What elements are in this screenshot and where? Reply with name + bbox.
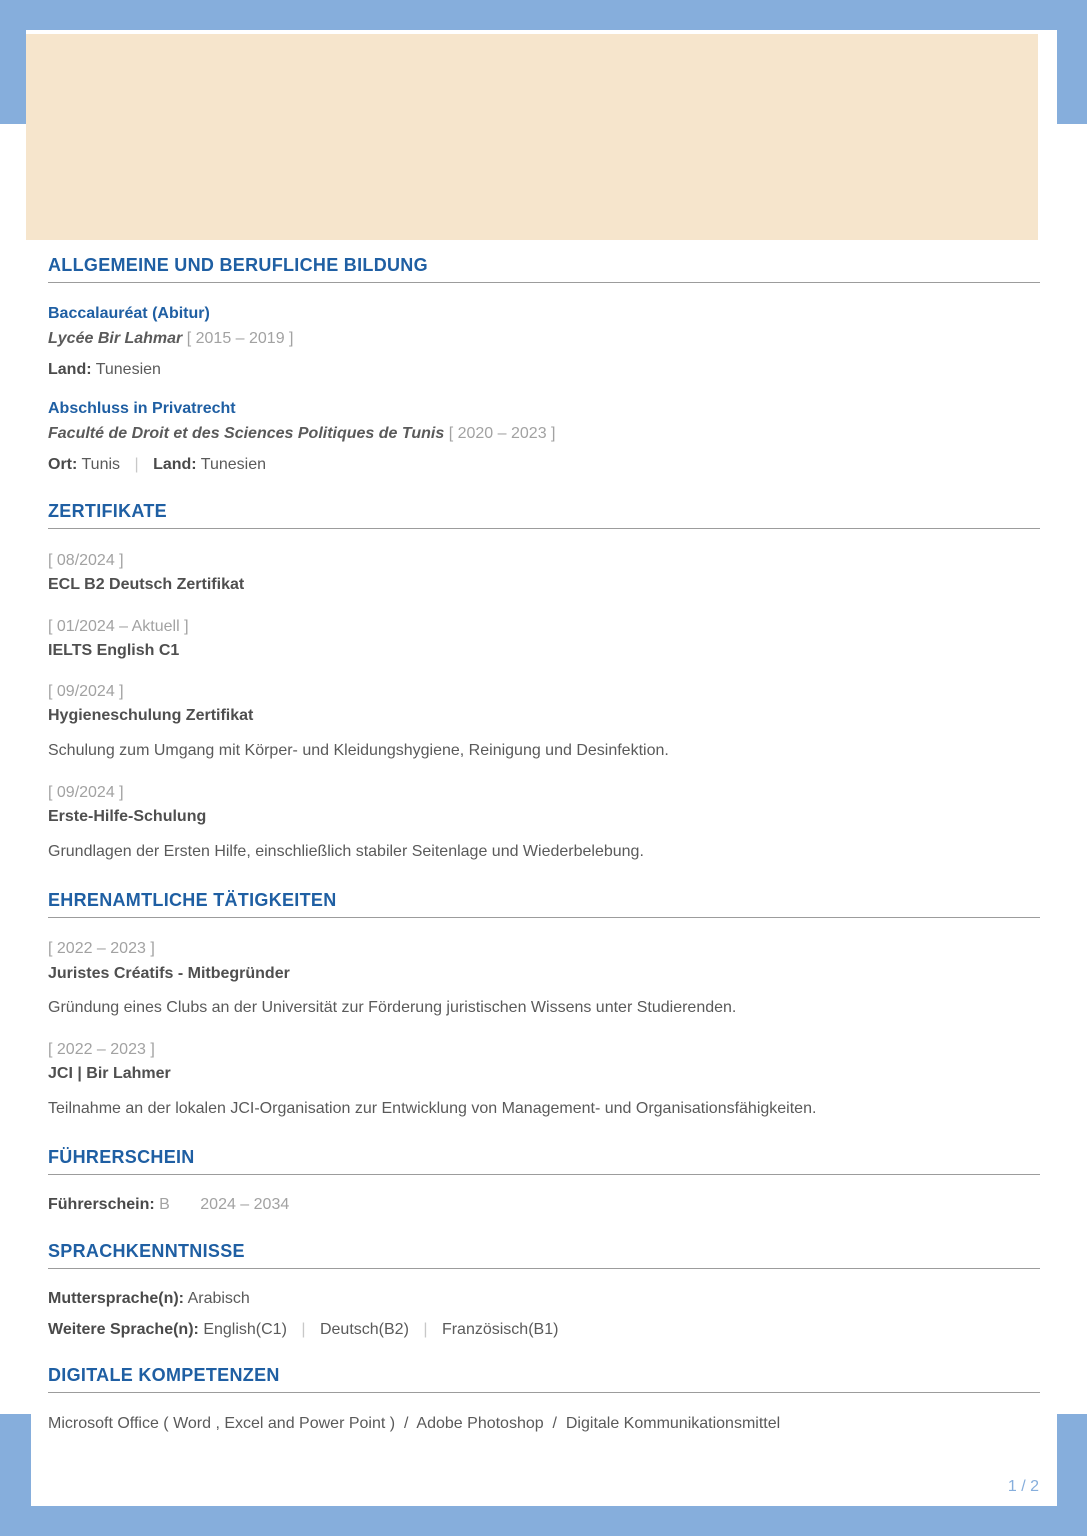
certificate-description: Schulung zum Umgang mit Körper- und Kleidungshygiene, Reinigung und Desinfektion.	[48, 742, 669, 759]
certificate-description: Grundlagen der Ersten Hilfe, einschließlich stabiler Seitenlage und Wiederbelebung.	[48, 843, 644, 860]
native-language-value: Arabisch	[187, 1290, 250, 1307]
section-title-languages: SPRACHKENNTNISSE	[48, 1241, 245, 1261]
certificate-name: Erste-Hilfe-Schulung	[48, 808, 207, 825]
page-number: 1 / 2	[1007, 1478, 1039, 1495]
digital-skills-text: Microsoft Office ( Word , Excel and Power Point ) / Adobe Photoshop / Digitale Kommunikationsmittel	[48, 1415, 781, 1432]
native-language-line	[48, 1290, 250, 1308]
volunteer-description: Gründung eines Clubs an der Universität zur Förderung juristischen Wissens unter Studierenden.	[48, 999, 737, 1016]
certificates-section	[48, 500, 1040, 529]
language-item: Französisch(B1)	[441, 1321, 559, 1338]
section-title-digital: DIGITALE KOMPETENZEN	[48, 1365, 280, 1385]
ort-value: Tunis	[81, 456, 121, 473]
volunteer-description: Teilnahme an der lokalen JCI-Organisation zur Entwicklung von Management- und Organisationsfähigkeiten.	[48, 1100, 817, 1117]
ort-label: Ort:	[48, 456, 78, 473]
land-value: Tunesien	[95, 361, 161, 378]
page-frame-top	[0, 0, 1087, 30]
section-divider	[48, 1392, 1040, 1393]
language-item: Deutsch(B2)	[319, 1321, 409, 1338]
volunteer-date: [ 2022 – 2023 ]	[48, 940, 155, 957]
section-divider	[48, 917, 1040, 918]
page-frame-bottom	[0, 1506, 1087, 1536]
education-location-2	[48, 456, 266, 474]
certificate-name: Hygieneschulung Zertifikat	[48, 707, 254, 724]
education-dates: [ 2015 – 2019 ]	[186, 330, 294, 347]
volunteer-date: [ 2022 – 2023 ]	[48, 1041, 155, 1058]
other-languages-line	[48, 1321, 558, 1339]
native-language-label: Muttersprache(n):	[48, 1290, 185, 1307]
certificate-name: ECL B2 Deutsch Zertifikat	[48, 576, 245, 593]
education-institution-line-1	[48, 330, 294, 348]
education-degree-2: Abschluss in Privatrecht	[48, 400, 236, 417]
education-institution: Lycée Bir Lahmar	[48, 330, 183, 347]
section-divider	[48, 282, 1040, 283]
section-title-license: FÜHRERSCHEIN	[48, 1147, 195, 1167]
license-section	[48, 1146, 1040, 1175]
separator: |	[134, 456, 139, 473]
section-divider	[48, 1268, 1040, 1269]
certificate-name: IELTS English C1	[48, 642, 180, 659]
certificate-date: [ 08/2024 ]	[48, 552, 124, 569]
section-title-volunteer: EHRENAMTLICHE TÄTIGKEITEN	[48, 890, 337, 910]
certificate-date: [ 01/2024 – Aktuell ]	[48, 618, 189, 635]
land-label: Land:	[153, 456, 197, 473]
section-divider	[48, 528, 1040, 529]
section-divider	[48, 1174, 1040, 1175]
section-title-certificates: ZERTIFIKATE	[48, 501, 167, 521]
education-degree-1: Baccalauréat (Abitur)	[48, 305, 210, 322]
page-frame-right-top	[1057, 0, 1087, 124]
education-section	[48, 254, 1040, 283]
digital-section	[48, 1364, 1040, 1393]
license-class: B	[159, 1196, 170, 1213]
volunteer-section	[48, 889, 1040, 918]
other-languages-label: Weitere Sprache(n):	[48, 1321, 199, 1338]
section-title-education: ALLGEMEINE UND BERUFLICHE BILDUNG	[48, 255, 428, 275]
education-dates: [ 2020 – 2023 ]	[448, 425, 556, 442]
header-placeholder-block	[26, 34, 1038, 240]
certificate-date: [ 09/2024 ]	[48, 784, 124, 801]
land-label: Land:	[48, 361, 92, 378]
license-label: Führerschein:	[48, 1196, 155, 1213]
separator: |	[423, 1321, 428, 1338]
education-location-1	[48, 361, 161, 379]
license-validity: 2024 – 2034	[200, 1196, 290, 1213]
languages-section	[48, 1240, 1040, 1269]
license-line	[48, 1196, 289, 1214]
education-institution: Faculté de Droit et des Sciences Politiques de Tunis	[48, 425, 445, 442]
land-value: Tunesien	[200, 456, 267, 473]
page-frame-left-top	[0, 0, 26, 124]
separator: |	[301, 1321, 306, 1338]
volunteer-name: Juristes Créatifs - Mitbegründer	[48, 965, 290, 982]
education-institution-line-2	[48, 425, 555, 443]
volunteer-name: JCI | Bir Lahmer	[48, 1065, 171, 1082]
language-item: English(C1)	[203, 1321, 287, 1338]
certificate-date: [ 09/2024 ]	[48, 683, 124, 700]
